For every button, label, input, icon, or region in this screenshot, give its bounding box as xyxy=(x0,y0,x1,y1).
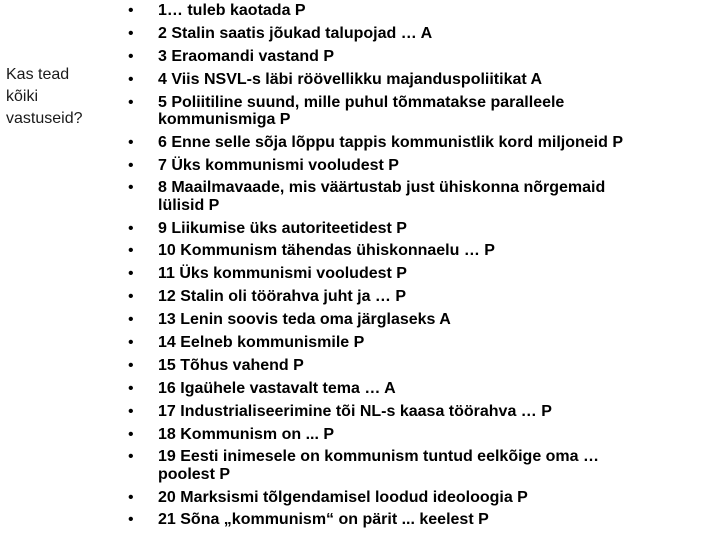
list-item xyxy=(128,48,720,65)
list-item xyxy=(128,357,720,374)
bullet-icon: • xyxy=(128,265,134,283)
list-item-text: 13 Lenin soovis teda oma järglaseks A xyxy=(158,311,451,329)
list-item-text: kommunismiga P xyxy=(158,110,291,128)
list-item-text: 10 Kommunism tähendas ühiskonnaelu … P xyxy=(158,242,495,260)
bullet-icon: • xyxy=(128,311,134,329)
list-item-text: 7 Üks kommunismi vooludest P xyxy=(158,156,399,174)
bullet-icon: • xyxy=(128,402,134,420)
bullet-icon: • xyxy=(128,333,134,351)
bullet-icon: • xyxy=(128,379,134,397)
bullet-icon: • xyxy=(128,448,134,466)
list-item-text: 1… tuleb kaotada P xyxy=(158,2,306,19)
list-item-text: 14 Eelneb kommunismile P xyxy=(158,333,365,351)
list-item xyxy=(128,288,720,305)
list-item-text: 9 Liikumise üks autoriteetidest P xyxy=(158,219,407,237)
list-item-text: 2 Stalin saatis jõukad talupojad … A xyxy=(158,24,433,42)
bullet-icon: • xyxy=(128,288,134,306)
list-item-text: 19 Eesti inimesele on kommunism tuntud eelkõige oma … xyxy=(158,448,599,466)
bullet-icon: • xyxy=(128,219,134,237)
list-item xyxy=(128,2,720,19)
list-item xyxy=(128,220,720,237)
list-item-text: 17 Industrialiseerimine tõi NL-s kaasa töörahva … P xyxy=(158,402,552,420)
list-item-text: 11 Üks kommunismi vooludest P xyxy=(158,265,407,283)
list-item-text: 18 Kommunism on ... P xyxy=(158,425,335,443)
list-item-text: poolest P xyxy=(158,465,231,483)
list-item-text: lülisid P xyxy=(158,196,220,214)
list-item-text: 12 Stalin oli töörahva juht ja … P xyxy=(158,288,407,306)
bullet-icon: • xyxy=(128,24,134,42)
list-item xyxy=(128,134,720,151)
bullet-icon: • xyxy=(128,70,134,88)
list-item-text: 21 Sõna „kommunism“ on pärit ... keelest P xyxy=(158,511,489,529)
bullet-icon: • xyxy=(128,425,134,443)
list-item xyxy=(128,380,720,397)
list-item xyxy=(128,94,720,128)
side-title xyxy=(6,64,116,130)
list-item-text: 20 Marksismi tõlgendamisel loodud ideoloogia P xyxy=(158,488,528,506)
list-item xyxy=(128,426,720,443)
list-item xyxy=(128,511,720,528)
list-item xyxy=(128,25,720,42)
list-item xyxy=(128,311,720,328)
list-item xyxy=(128,242,720,259)
list-item xyxy=(128,489,720,506)
bullet-icon: • xyxy=(128,2,134,19)
bullet-icon: • xyxy=(128,242,134,260)
list-item xyxy=(128,403,720,420)
list-item xyxy=(128,71,720,88)
list-item xyxy=(128,179,720,213)
bullet-icon: • xyxy=(128,133,134,151)
list-item xyxy=(128,265,720,282)
bullet-icon: • xyxy=(128,179,134,197)
list-item-text: 4 Viis NSVL-s läbi röövellikku majanduspoliitikat A xyxy=(158,70,543,88)
side-title-line: vastuseid? xyxy=(6,110,83,127)
list-item xyxy=(128,448,720,482)
bullet-icon: • xyxy=(128,156,134,174)
list-item xyxy=(128,157,720,174)
bullet-icon: • xyxy=(128,356,134,374)
side-title-line: kõiki xyxy=(6,88,39,105)
list-item-text: 16 Igaühele vastavalt tema … A xyxy=(158,379,396,397)
list-item-text: 8 Maailmavaade, mis väärtustab just ühiskonna nõrgemaid xyxy=(158,179,606,197)
bullet-icon: • xyxy=(128,47,134,65)
list-item-text: 3 Eraomandi vastand P xyxy=(158,47,335,65)
bullet-icon: • xyxy=(128,93,134,111)
list-item-text: 5 Poliitiline suund, mille puhul tõmmatakse paralleele xyxy=(158,93,565,111)
side-title-line: Kas tead xyxy=(6,66,70,83)
bullet-icon: • xyxy=(128,511,134,529)
bullet-icon: • xyxy=(128,488,134,506)
question-list xyxy=(128,2,720,534)
list-item xyxy=(128,334,720,351)
list-item-text: 6 Enne selle sõja lõppu tappis kommunistlik kord miljoneid P xyxy=(158,133,623,151)
list-item-text: 15 Tõhus vahend P xyxy=(158,356,304,374)
